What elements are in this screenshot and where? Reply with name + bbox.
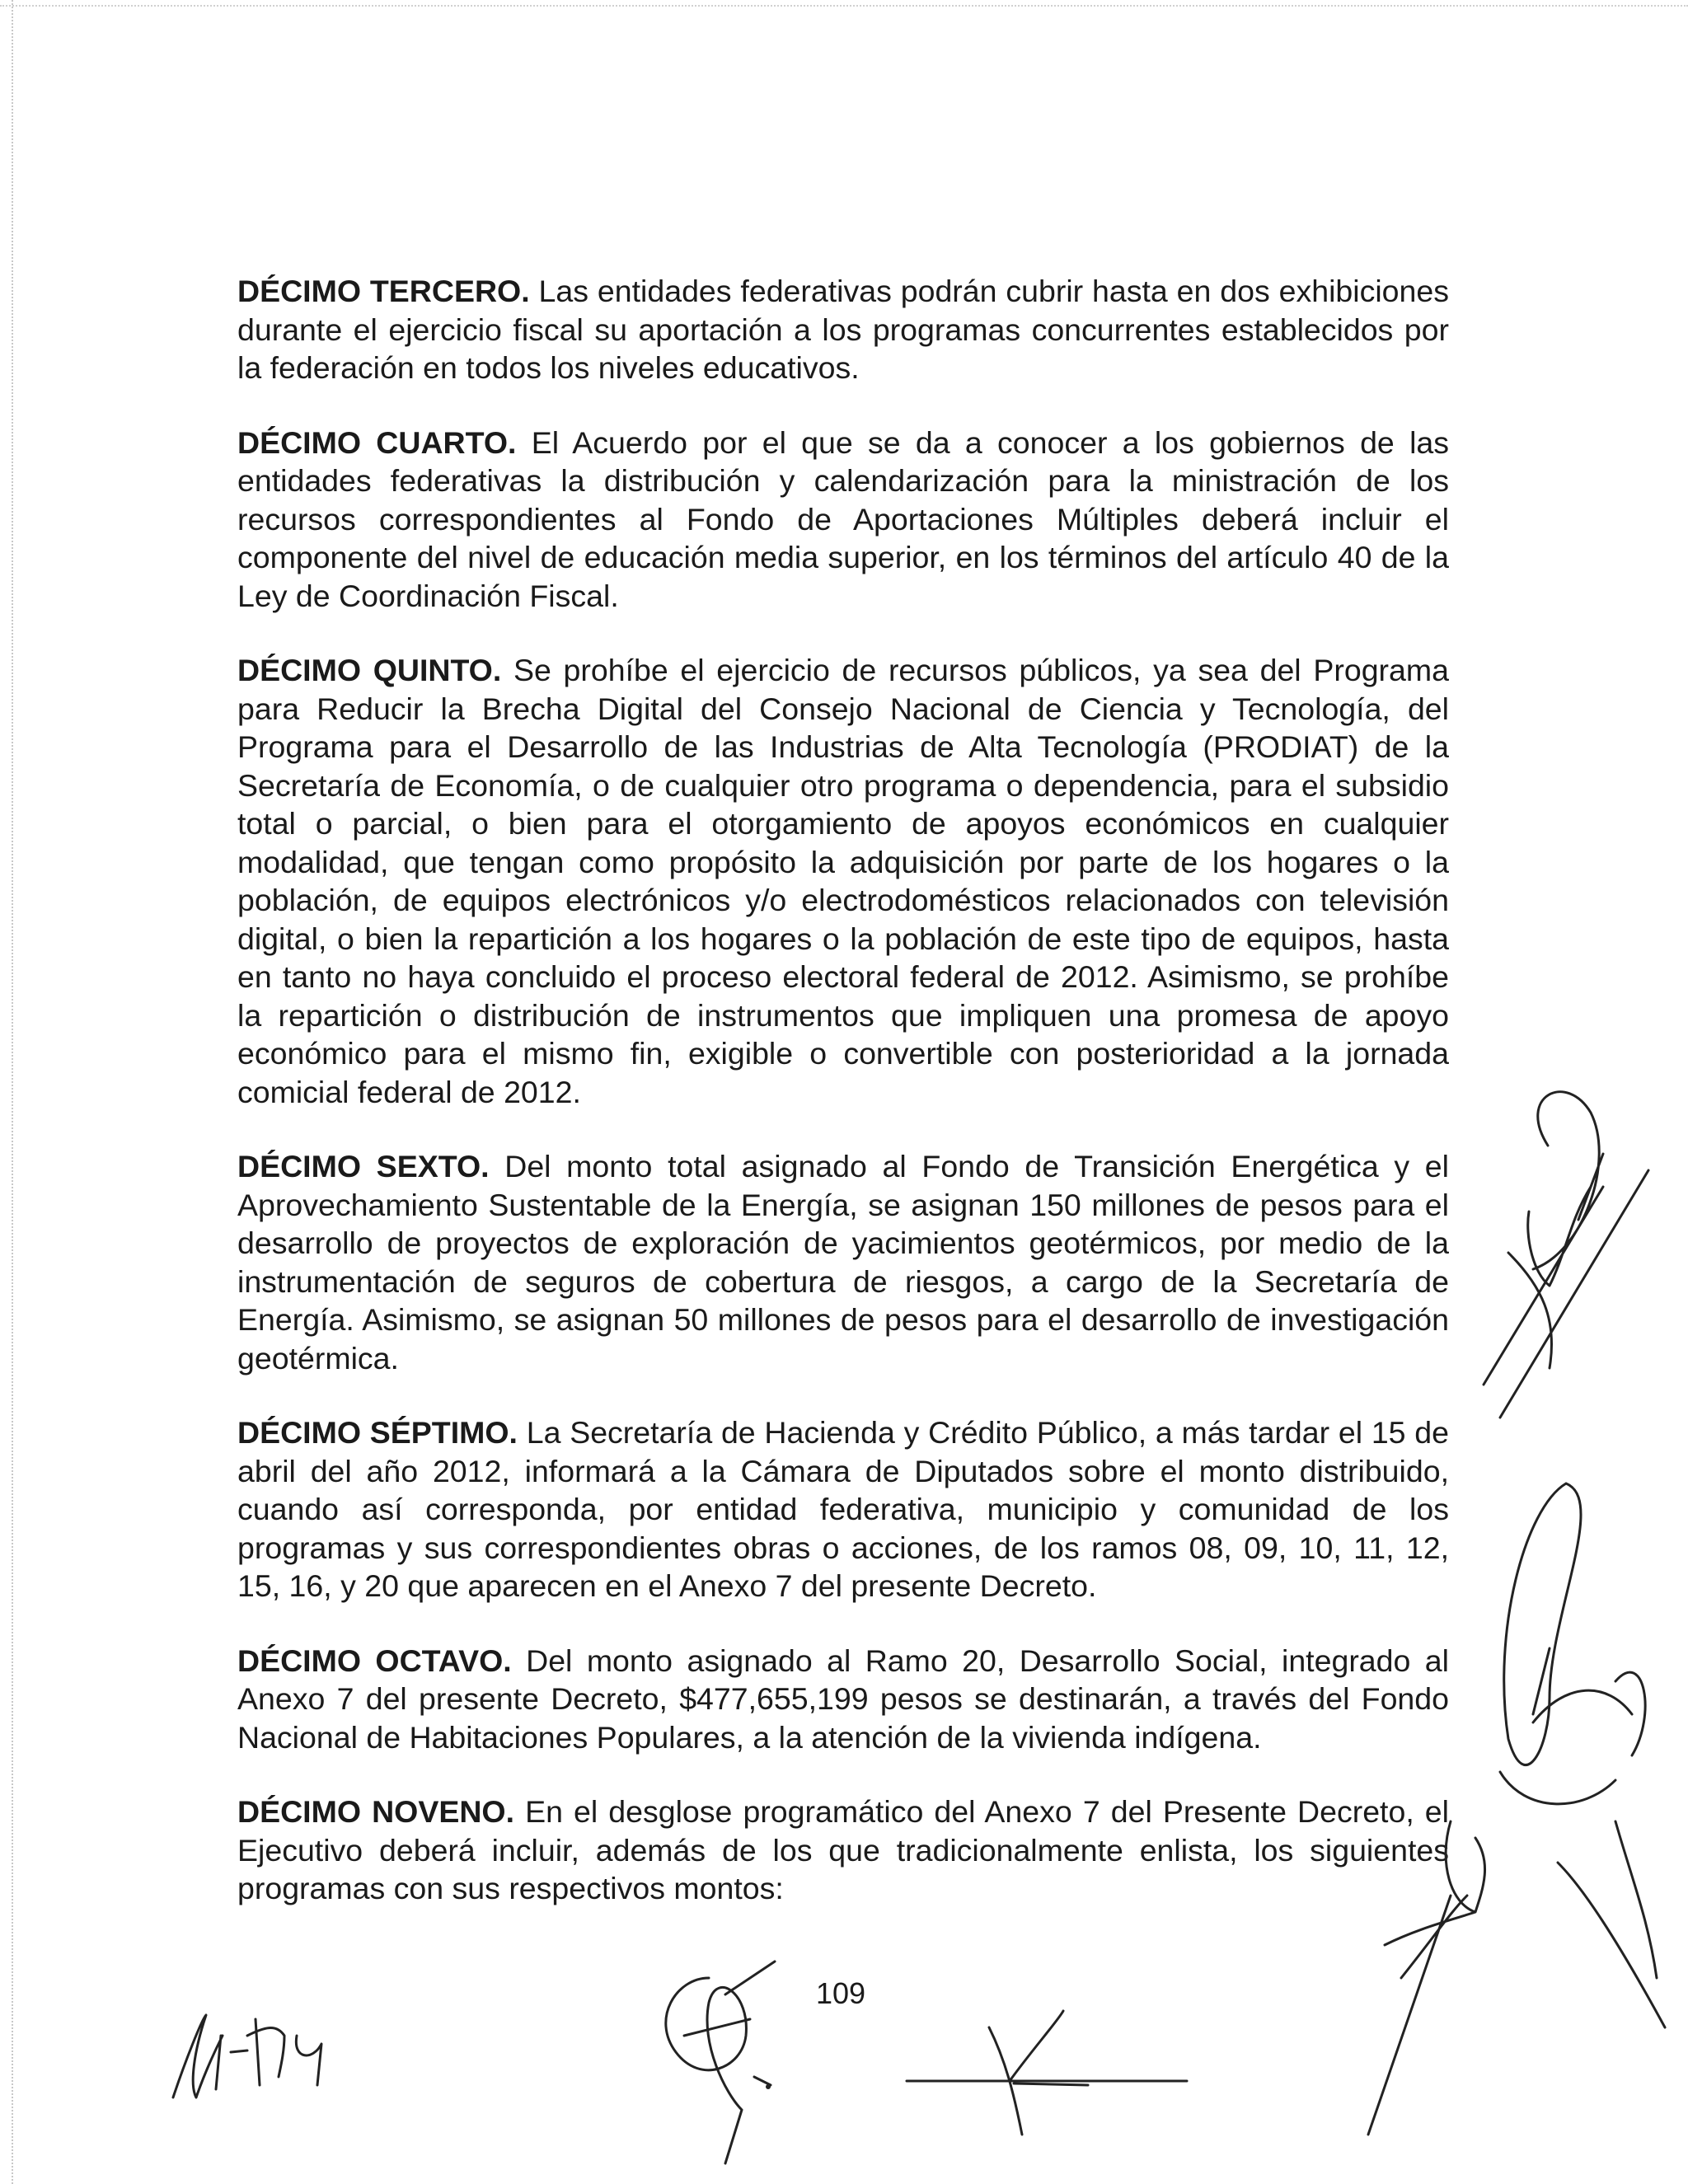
page-number: 109 [816,1976,866,2010]
paragraph-heading: DÉCIMO SÉPTIMO. [237,1415,518,1450]
paragraph-decimo-noveno [237,1793,1449,1908]
right-margin-signature-1 [1484,1092,1648,1418]
paragraph-text: En el desglose programático del Anexo 7 del Presente Decreto, el Ejecutivo deberá incluir, además de los que tradicionalmente enlista, los siguientes programas con sus respectivos montos: [237,1794,1449,1905]
paragraph-decimo-quinto [237,651,1449,1111]
paragraph-decimo-octavo [237,1642,1449,1757]
paragraph-heading: DÉCIMO OCTAVO. [237,1643,512,1678]
paragraph-heading: DÉCIMO CUARTO. [237,424,517,460]
paragraph-heading: DÉCIMO NOVENO. [237,1794,515,1829]
paragraph-text: Las entidades federativas podrán cubrir hasta en dos exhibiciones durante el ejercicio fiscal su aportación a los programas concurrentes establecidos por la federación en todos los niveles educativos. [237,274,1449,385]
paragraph-text: Del monto total asignado al Fondo de Transición Energética y el Aprovechamiento Sustentable de la Energía, se asignan 150 millones de pesos para el desarrollo de proyectos de exploración de yacimientos geotérmicos, por medio de la instrumentación de seguros de cobertura de riesgos, a cargo de la Secretaría de Energía. Asimismo, se asignan 50 millones de pesos para el desarrollo de investigación geotérmica. [237,1149,1449,1376]
bottom-left-initials [173,2015,321,2097]
bottom-right-signature [907,2011,1187,2135]
paragraph-decimo-septimo [237,1413,1449,1605]
paragraph-decimo-sexto [237,1147,1449,1377]
paragraph-decimo-cuarto [237,424,1449,616]
right-margin-signature-2 [1500,1483,1665,2027]
paragraph-text: Del monto asignado al Ramo 20, Desarrollo Social, integrado al Anexo 7 del presente Decreto, $477,655,199 pesos se destinarán, a través del Fondo Nacional de Habitaciones Populares, a la atención de la vivienda indígena. [237,1643,1449,1755]
document-body [237,272,1449,1944]
paragraph-heading: DÉCIMO QUINTO. [237,653,502,687]
paragraph-text: Se prohíbe el ejercicio de recursos públicos, ya sea del Programa para Reducir la Brecha Digital del Consejo Nacional de Ciencia y Tecnología, del Programa para el Desarrollo de las Industrias de Alta Tecnología (PRODIAT) de la Secretaría de Economía, o de cualquier otro programa o dependencia, para el subsidio total o parcial, o bien para el otorgamiento de apoyos económicos en cualquier modalidad, que tengan como propósito la adquisición por parte de los hogares o la población, de equipos electrónicos y/o electrodomésticos relacionados con televisión digital, o bien la repartición a los hogares o la población de este tipo de equipos, hasta en tanto no haya concluido el proceso electoral federal de 2012. Asimismo, se prohíbe la repartición o distribución de instrumentos que impliquen una promesa de apoyo económico para el mismo fin, exigible o convertible con posterioridad a la jornada comicial federal de 2012. [237,653,1449,1109]
paragraph-text: La Secretaría de Hacienda y Crédito Público, a más tardar el 15 de abril del año 2012, informará a la Cámara de Diputados sobre el monto distribuido, cuando así corresponda, por entidad federativa, municipio y comunidad de los programas y sus correspondientes obras o acciones, de los ramos 08, 09, 10, 11, 12, 15, 16, y 20 que aparecen en el Anexo 7 del presente Decreto. [237,1415,1449,1603]
paragraph-heading: DÉCIMO TERCERO. [237,274,530,308]
signature-dot [766,2084,771,2089]
scan-edge-left [0,0,13,2184]
paragraph-decimo-tercero [237,272,1449,387]
paragraph-heading: DÉCIMO SEXTO. [237,1149,490,1183]
bottom-center-signature [666,1961,775,2163]
paragraph-text: El Acuerdo por el que se da a conocer a los gobiernos de las entidades federativas la distribución y calendarización para la ministración de los recursos correspondientes al Fondo de Aportaciones Múltiples deberá incluir el componente del nivel de educación media superior, en los términos del artículo 40 de la Ley de Coordinación Fiscal. [237,424,1450,613]
scan-edge-top [0,0,1688,7]
